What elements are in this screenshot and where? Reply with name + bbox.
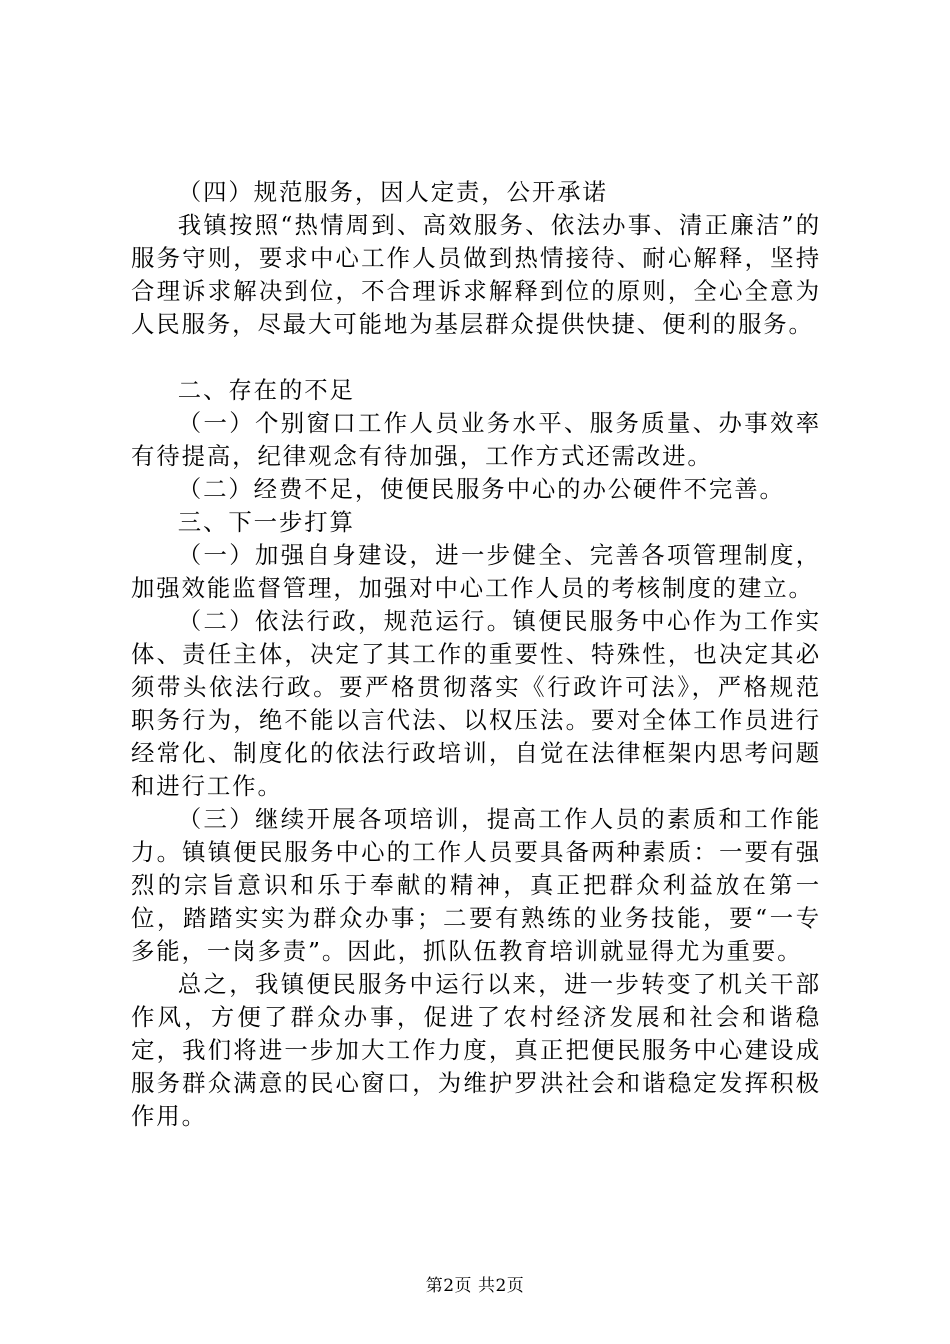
page-number-footer: 第2页 共2页 [425, 1276, 525, 1296]
section-heading-four: （四）规范服务，因人定责，公开承诺 [177, 178, 608, 206]
section-heading-shortcomings: 二、存在的不足 [177, 376, 355, 404]
paragraph-shortcoming-two: （二）经费不足，使便民服务中心的办公硬件不完善。 [177, 475, 785, 503]
paragraph-next-step-three: （三）继续开展各项培训，提高工作人员的素质和工作能力。镇镇便民服务中心的工作人员要具备两种素质：一要有强烈的宗旨意识和乐于奉献的精神，真正把群众利益放在第一位，踏踏实实为群众办事；二要有熟练的业务技能，要“一专多能，一岗多责”。因此，抓队伍教育培训就显得尤为重要。 [131, 805, 821, 965]
section-heading-next-steps: 三、下一步打算 [177, 508, 355, 536]
paragraph-shortcoming-one: （一）个别窗口工作人员业务水平、服务质量、办事效率有待提高，纪律观念有待加强，工作方式还需改进。 [131, 409, 821, 470]
paragraph-next-step-one: （一）加强自身建设，进一步健全、完善各项管理制度，加强效能监督管理，加强对中心工作人员的考核制度的建立。 [131, 541, 821, 602]
paragraph-gap [131, 341, 821, 374]
paragraph-service-rules: 我镇按照“热情周到、高效服务、依法办事、清正廉洁”的服务守则，要求中心工作人员做到热情接待、耐心解释，坚持合理诉求解决到位，不合理诉求解释到位的原则，全心全意为人民服务，尽最大可能地为基层群众提供快捷、便利的服务。 [131, 211, 821, 338]
paragraph-conclusion: 总之，我镇便民服务中运行以来，进一步转变了机关干部作风，方便了群众办事，促进了农村经济发展和社会和谐稳定，我们将进一步加大工作力度，真正把便民服务中心建设成服务群众满意的民心窗口，为维护罗洪社会和谐稳定发挥积极作用。 [131, 970, 821, 1130]
paragraph-next-step-two: （二）依法行政，规范运行。镇便民服务中心作为工作实体、责任主体，决定了其工作的重要性、特殊性，也决定其必须带头依法行政。要严格贯彻落实《行政许可法》，严格规范职务行为，绝不能以言代法、以权压法。要对全体工作员进行经常化、制度化的依法行政培训，自觉在法律框架内思考问题和进行工作。 [131, 607, 821, 800]
document-body [131, 176, 821, 1133]
